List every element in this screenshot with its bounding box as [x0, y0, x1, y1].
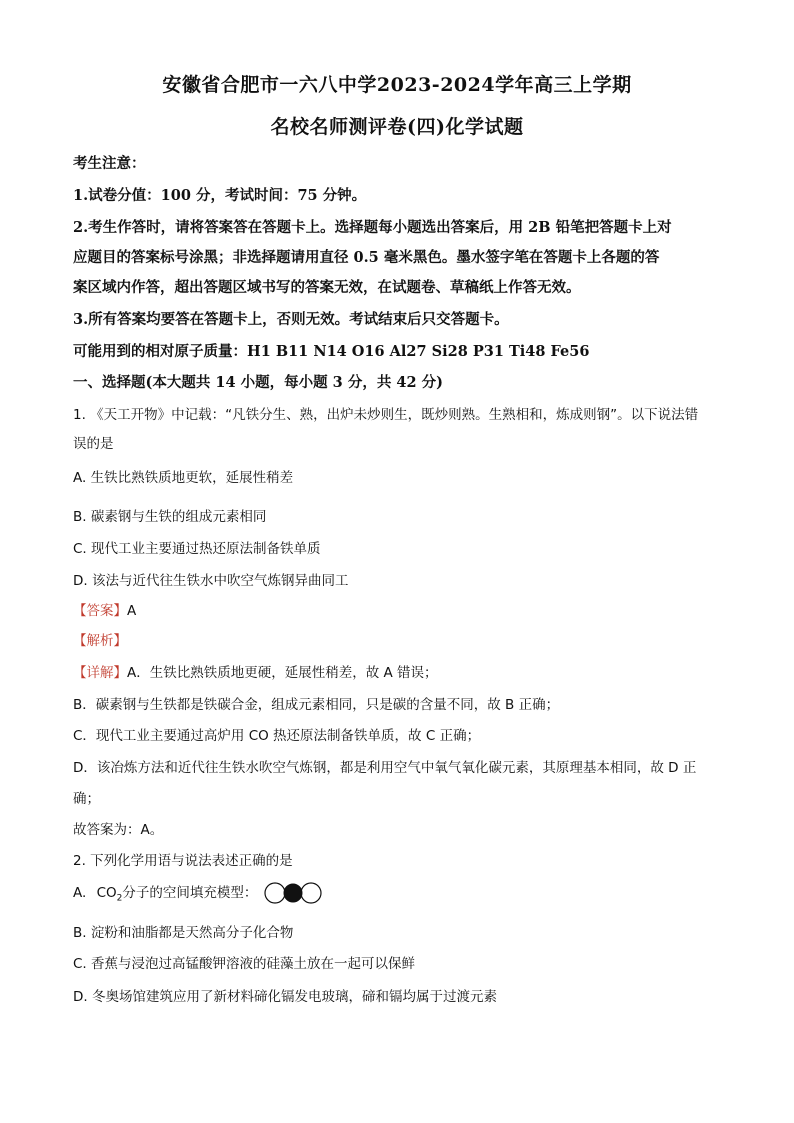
notice-item-1: 1.试卷分值：100 分，考试时间：75 分钟。 — [73, 187, 367, 204]
exam-title-line2: 名校名师测评卷(四)化学试题 — [270, 116, 524, 138]
q1-detail-d-b: 确； — [73, 791, 100, 807]
q1-stem-a: 1. 《天工开物》中记载：“凡铁分生、熟，出炉未炒则生，既炒则熟。生熟相和，炼成则钢”。以下说法错 — [73, 407, 699, 423]
q2-option-a-prefix: A. — [73, 885, 87, 901]
answer-label: 【答案】 — [73, 603, 127, 619]
co2-formula: $CO_2$ — [96, 885, 123, 904]
q1-answer — [73, 599, 136, 619]
q2-option-b: B. 淀粉和油脂都是天然高分子化合物 — [73, 925, 294, 941]
q1-stem-b: 误的是 — [73, 436, 114, 452]
notice-item-3: 3.所有答案均要答在答题卡上，否则无效。考试结束后只交答题卡。 — [73, 311, 509, 328]
q1-option-b: B. 碳素钢与生铁的组成元素相同 — [73, 509, 267, 525]
q2-stem: 2. 下列化学用语与说法表述正确的是 — [73, 853, 293, 869]
q1-detail-d-a: D．该冶炼方法和近代往生铁水吹空气炼钢，都是利用空气中氧气氧化碳元素，其原理基本相同，故 D 正 — [73, 760, 697, 776]
q1-option-c: C. 现代工业主要通过热还原法制备铁单质 — [73, 541, 321, 557]
exam-title-line1: 安徽省合肥市一六八中学2023-2024学年高三上学期 — [162, 74, 632, 96]
answer-value: A — [127, 603, 137, 619]
q1-option-d: D. 该法与近代往生铁水中吹空气炼钢异曲同工 — [73, 573, 349, 589]
section-1-heading: 一、选择题(本大题共 14 小题，每小题 3 分，共 42 分) — [73, 374, 443, 391]
q1-analysis-label: 【解析】 — [73, 633, 127, 649]
notice-heading: 考生注意： — [73, 155, 146, 172]
co2-space-filling-model-icon — [264, 882, 322, 904]
notice-item-2b: 应题目的答案标号涂黑；非选择题请用直径 0.5 毫米黑色。墨水签字笔在答题卡上各题的答 — [73, 249, 660, 266]
q2-option-a-text: 分子的空间填充模型： — [122, 885, 258, 901]
notice-item-2c: 案区域内作答，超出答题区域书写的答案无效，在试题卷、草稿纸上作答无效。 — [73, 279, 581, 296]
q1-conclusion: 故答案为：A。 — [73, 822, 164, 838]
q1-option-a: A. 生铁比熟铁质地更软，延展性稍差 — [73, 470, 294, 486]
notice-item-2a: 2.考生作答时，请将答案答在答题卡上。选择题每小题选出答案后，用 2B 铅笔把答题卡上对 — [73, 219, 672, 236]
q2-option-d: D. 冬奥场馆建筑应用了新材料碲化镉发电玻璃，碲和镉均属于过渡元素 — [73, 989, 497, 1005]
detail-a-text: A．生铁比熟铁质地更硬，延展性稍差，故 A 错误； — [127, 665, 438, 681]
q2-option-c: C. 香蕉与浸泡过高锰酸钾溶液的硅藻土放在一起可以保鲜 — [73, 956, 416, 972]
q1-detail-c: C．现代工业主要通过高炉用 CO 热还原法制备铁单质，故 C 正确； — [73, 728, 481, 744]
detail-label: 【详解】 — [73, 665, 127, 681]
q2-option-a — [73, 881, 322, 904]
q1-detail-b: B．碳素钢与生铁都是铁碳合金，组成元素相同，只是碳的含量不同，故 B 正确； — [73, 697, 560, 713]
atomic-masses: 可能用到的相对原子质量：H1 B11 N14 O16 Al27 Si28 P31 Ti48 Fe56 — [73, 343, 590, 360]
q1-detail-a — [73, 661, 438, 681]
